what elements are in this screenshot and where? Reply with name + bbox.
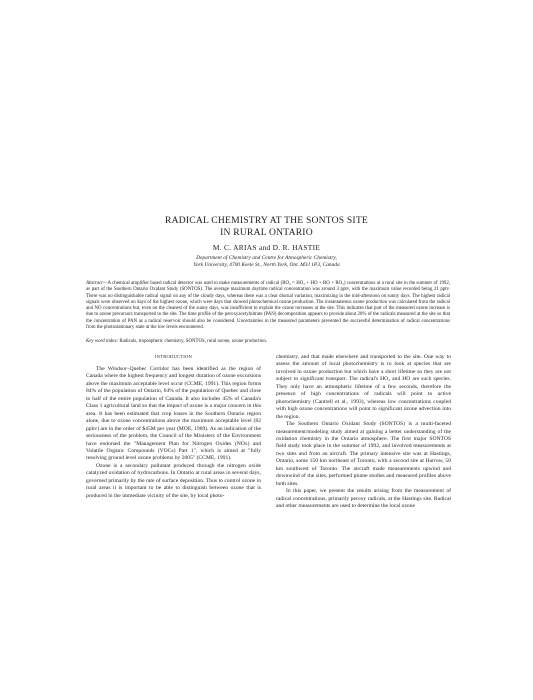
affiliation: [0, 255, 533, 268]
affiliation-line-2: York University, 4700 Keele St., North York, Ont. M3J 1P3, Canada: [193, 261, 340, 268]
left-column: [86, 366, 261, 500]
title-line-2: IN RURAL ONTARIO: [220, 227, 313, 238]
authors: M. C. ARIAS and D. R. HASTIE: [212, 243, 321, 252]
left-paragraph-1: The Windsor–Quebec Corridor has been identified as the region of Canada where the highest frequency and longest duration of ozone excursions above the maximum acceptable level occur (CCME, 1991). This region forms 84% of the population of Ontario, 64% of the population of Quebec and close to half of the entire population of Canada. It also includes 45% of Canada's Class 1 agricultural land so that the impact of ozone is a major concern in this area. It has been estimated that crop losses in the Southern Ontario region alone, due to ozone concentrations above the maximum acceptable level (82 ppbv) are in the order of $45M per year (MOE, 1989). As an indication of the seriousness of the problem, the Council of the Ministers of the Environment have endorsed the "Management Plan for Nitrogen Oxides (NOx) and Volatile Organic Compounds (VOCs) Part 1", which is aimed at "fully resolving ground level ozone problems by 2005" (CCME, 1991).: [86, 366, 261, 462]
title-line-1: RADICAL CHEMISTRY AT THE SONTOS SITE: [165, 215, 368, 226]
abstract-text: A chemical amplifier based radical detector was used to make measurements of radical (RO₂ = HO₂ + HO + RO + RO₂) concentrations at a rural site in the summer of 1992, as part of the Southern Ontario Oxidant Study (SONTOS). The average maximum daytime radical concentration was around 3 pptv, with the maximum value recorded being 21 pptv. There was no distinguishable radical signal on any of the cloudy days, whereas there was a clear diurnal variation, maximizing in the mid-afternoon on sunny days. The highest radical signals were observed on days of the highest ozone, which were days that showed photochemical ozone production. The instantaneous ozone production was calculated from the radical and NO concentrations but, even on the cleanest of the sunny days, was insufficient to explain the ozone increases at the site. This indicates that part of the measured ozone increase is due to ozone precursors transported to the site. The time profile of the peroxyacetylnitrate (PAN) decomposition appears to provide about 20% of the radicals measured at the site so that the concentration of PAN as a radical reservoir should also be considered. Uncertainties in the measured parameters prevented the successful determination of radical concentrations from the photostationary state at the low levels encountered.: [86, 281, 450, 330]
affiliation-line-1: Department of Chemistry and Centre for Atmospheric Chemistry,: [196, 255, 337, 261]
abstract-dash: —: [102, 281, 108, 286]
keywords-label: Key word index:: [86, 339, 119, 344]
abstract: [86, 281, 450, 331]
section-heading-introduction: INTRODUCTION: [154, 354, 193, 359]
abstract-label: Abstract: [86, 281, 103, 286]
right-column: [276, 354, 451, 511]
paper-title: [0, 215, 533, 239]
keywords: [86, 339, 450, 345]
left-paragraph-2: Ozone is a secondary pollutant produced through the nitrogen oxide catalyzed oxidation of hydrocarbons. In Ontario at rural areas in several days, governed primarily by the rate of surface deposition. Thus to control ozone in rural areas it is important to be able to distinguish between ozone that is produced in the immediate vicinity of the site, by local photo-: [86, 462, 261, 499]
right-paragraph-3: In this paper, we present the results arising from the measurement of radical concentrations, primarily peroxy radicals, at the Hastings site. Radical and other measurements are used to determine the local ozone: [276, 488, 451, 510]
right-paragraph-1: chemistry, and that made elsewhere and transported to the site. One way to assess the amount of local photochemistry is to look at species that are involved in ozone production but which have a short lifetime so they are not subject to significant transport. The radical's HO₂ and HO are such species. They only have an atmospheric lifetime of a few seconds, therefore the presence of high concentrations of radicals will point to active photochemistry (Cantrell et al., 1993), whereas low concentrations coupled with high ozone concentrations will point to significant ozone advection into the region.: [276, 354, 451, 420]
keywords-text: Radicals, tropospheric chemistry, SONTOS, rural ozone, ozone production.: [119, 339, 268, 344]
right-paragraph-2: The Southern Ontario Oxidant Study (SONTOS) is a multi-faceted measurement/modeling study aimed at gaining a better understanding of the oxidation chemistry in the Ontario atmosphere. The first major SONTOS field study took place in the summer of 1992, and involved measurements at two sites and from an aircraft. The primary intensive site was at Hastings, Ontario, some 150 km northeast of Toronto, with a second site at Harrow, 50 km southwest of Toronto. The aircraft made measurements upwind and downwind of the sites, performed plume studies and measured profiles above both sites.: [276, 421, 451, 487]
